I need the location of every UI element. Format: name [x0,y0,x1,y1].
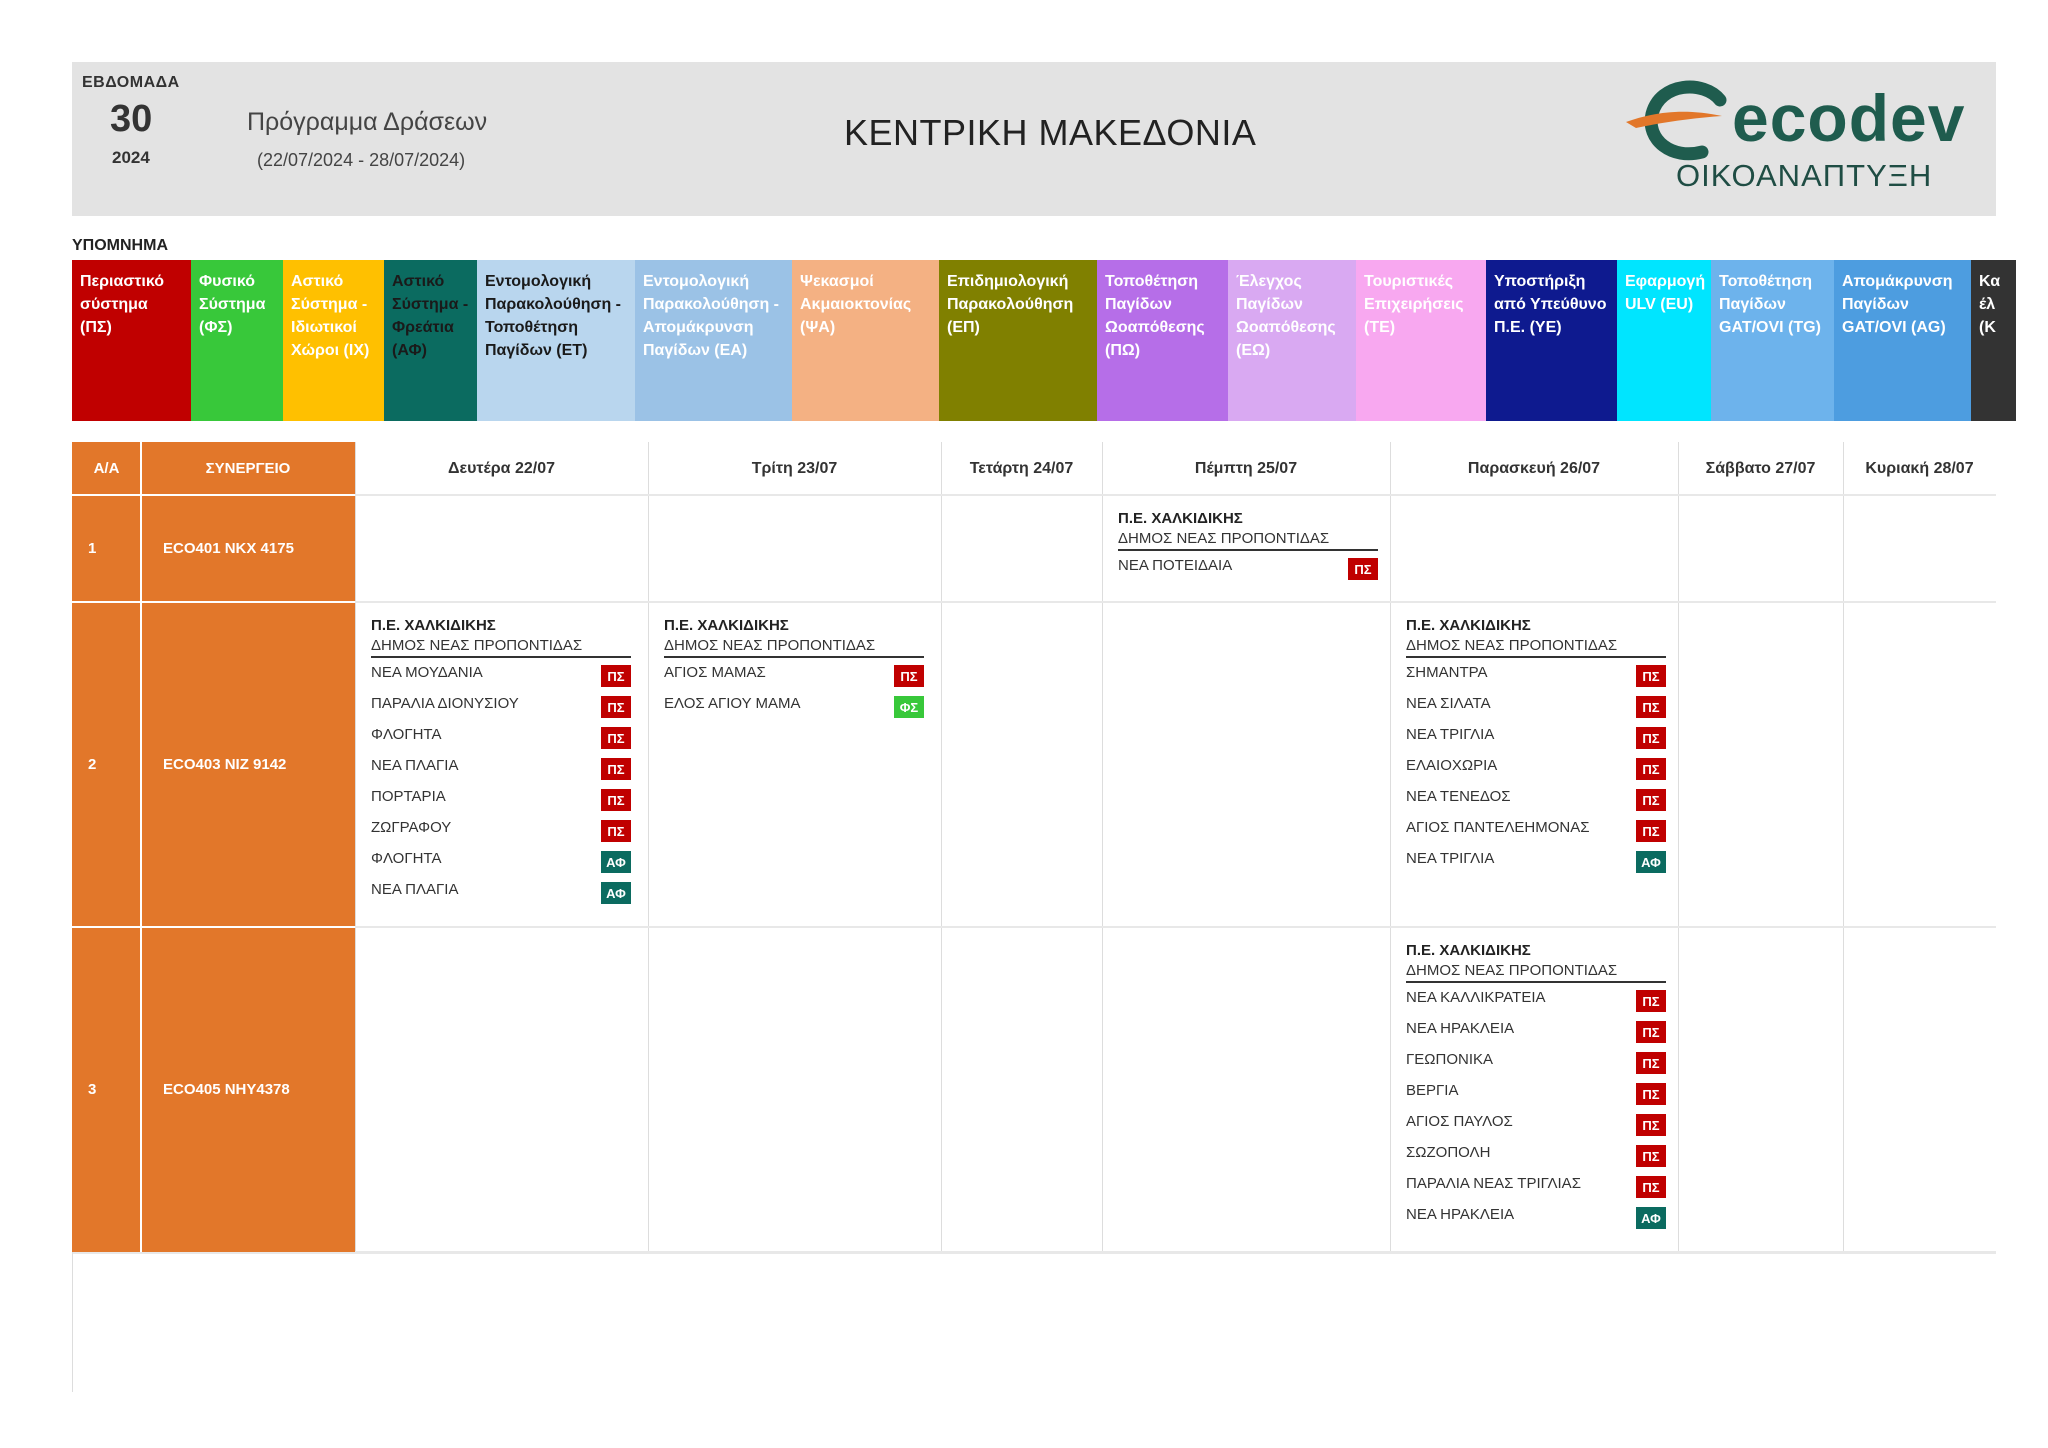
regional-unit: Π.Ε. ΧΑΛΚΙΔΙΚΗΣ [664,617,789,634]
row-number: 1 [72,495,141,602]
system-code-badge: ΠΣ [1636,1083,1666,1105]
grid-vline [1678,442,1679,1252]
system-code-badge: ΠΣ [1636,1114,1666,1136]
grid-hline [355,494,1996,496]
location-name: ΝΕΑ ΠΛΑΓΙΑ [371,881,459,898]
location-name: ΝΕΑ ΣΙΛΑΤΑ [1406,695,1491,712]
legend-item: Εντομολογική Παρακολούθηση - Τοποθέτηση Παγίδων (ΕΤ) [477,260,635,421]
location-name: ΝΕΑ ΗΡΑΚΛΕΙΑ [1406,1206,1515,1223]
system-code-badge: ΠΣ [601,789,631,811]
system-code-badge: ΠΣ [601,727,631,749]
logo-word: ecodev [1732,81,1966,155]
schedule-block [1406,616,1666,875]
schedule-block [664,616,924,720]
legend-item: Ψεκασμοί Ακμαιοκτονίας (ΨΑ) [792,260,939,421]
system-code-badge: ΠΣ [1636,820,1666,842]
location-name: ΝΕΑ ΜΟΥΔΑΝΙΑ [371,664,483,681]
column-divider [140,442,142,1252]
location-item [371,875,631,906]
week-number: 30 [110,98,153,140]
location-name: ΝΕΑ ΤΡΙΓΛΙΑ [1406,850,1495,867]
location-name: ΑΓΙΟΣ ΜΑΜΑΣ [664,664,766,681]
legend-item: Τοποθέτηση Παγίδων GAT/OVI (TG) [1711,260,1834,421]
location-item [1406,1138,1666,1169]
location-name: ΑΓΙΟΣ ΠΑΝΤΕΛΕΗΜΟΝΑΣ [1406,819,1590,836]
header-aa: Α/Α [72,442,141,495]
system-code-badge: ΠΣ [1636,1052,1666,1074]
day-header: Πέμπτη 25/07 [1194,459,1298,477]
grid-vline [355,442,356,1252]
program-dates: (22/07/2024 - 28/07/2024) [257,150,466,170]
day-header: Κυριακή 28/07 [1865,459,1974,477]
system-code-badge: ΑΦ [601,882,631,904]
system-code-badge: ΠΣ [1636,1021,1666,1043]
location-name: ΣΗΜΑΝΤΡΑ [1406,664,1488,681]
day-header: Τετάρτη 24/07 [969,459,1074,477]
location-name: ΑΓΙΟΣ ΠΑΥΛΟΣ [1406,1113,1513,1130]
legend-item: Εντομολογική Παρακολούθηση - Απομάκρυνση Παγίδων (ΕΑ) [635,260,792,421]
system-code-badge: ΠΣ [601,758,631,780]
location-name: ΝΕΑ ΠΟΤΕΙΔΑΙΑ [1118,557,1233,574]
header-team: ΣΥΝΕΡΓΕΙΟ [141,442,355,495]
regional-unit: Π.Ε. ΧΑΛΚΙΔΙΚΗΣ [1118,510,1243,527]
location-item [1118,551,1378,582]
legend [72,260,2001,421]
system-code-badge: ΠΣ [894,665,924,687]
legend-title: ΥΠΟΜΝΗΜΑ [72,237,168,254]
location-name: ΓΕΩΠΟΝΙΚΑ [1406,1051,1493,1068]
location-item [1406,1014,1666,1045]
location-item [371,813,631,844]
grid-vline [1843,442,1844,1252]
legend-item: Υποστήριξη από Υπεύθυνο Π.Ε. (ΥΕ) [1486,260,1617,421]
location-item [1406,658,1666,689]
location-name: ΝΕΑ ΚΑΛΛΙΚΡΑΤΕΙΑ [1406,989,1546,1006]
location-name: ΖΩΓΡΑΦΟΥ [371,819,452,836]
legend-item: Επιδημιολογική Παρακολούθηση (ΕΠ) [939,260,1097,421]
system-code-badge: ΠΣ [1636,758,1666,780]
municipality: ΔΗΜΟΣ ΝΕΑΣ ΠΡΟΠΟΝΤΙΔΑΣ [664,636,924,658]
system-code-badge: ΠΣ [1636,789,1666,811]
day-header: Τρίτη 23/07 [751,459,838,477]
legend-item: Αστικό Σύστημα - Ιδιωτικοί Χώροι (ΙΧ) [283,260,384,421]
regional-unit: Π.Ε. ΧΑΛΚΙΔΙΚΗΣ [371,617,496,634]
team-name: ECO405 NHY4378 [141,927,355,1252]
row-number: 2 [72,602,141,927]
legend-item: Κα έλ (Κ [1971,260,2016,421]
legend-item: Απομάκρυνση Παγίδων GAT/OVI (AG) [1834,260,1971,421]
legend-item: Περιαστικό σύστημα (ΠΣ) [72,260,191,421]
location-name: ΝΕΑ ΠΛΑΓΙΑ [371,757,459,774]
location-item [371,720,631,751]
week-label: ΕΒΔΟΜΑΔΑ [82,74,180,91]
location-name: ΠΟΡΤΑΡΙΑ [371,788,446,805]
system-code-badge: ΠΣ [1636,696,1666,718]
grid-bottom-line [72,1252,1996,1254]
system-code-badge: ΠΣ [1636,1145,1666,1167]
regional-unit: Π.Ε. ΧΑΛΚΙΔΙΚΗΣ [1406,942,1531,959]
location-name: ΕΛΑΙΟΧΩΡΙΑ [1406,757,1498,774]
location-item [664,689,924,720]
system-code-badge: ΑΦ [1636,851,1666,873]
grid-vline [1390,442,1391,1252]
location-item [1406,751,1666,782]
grid-vline [1102,442,1103,1252]
location-item [1406,1076,1666,1107]
location-name: ΝΕΑ ΗΡΑΚΛΕΙΑ [1406,1020,1515,1037]
location-name: ΦΛΟΓΗΤΑ [371,850,442,867]
location-name: ΠΑΡΑΛΙΑ ΔΙΟΝΥΣΙΟΥ [371,695,519,712]
day-header: Δευτέρα 22/07 [448,459,555,477]
grid-hline [355,926,1996,928]
location-item [1406,689,1666,720]
system-code-badge: ΠΣ [1348,558,1378,580]
location-item [371,658,631,689]
system-code-badge: ΠΣ [601,820,631,842]
location-name: ΦΛΟΓΗΤΑ [371,726,442,743]
location-item [1406,813,1666,844]
municipality: ΔΗΜΟΣ ΝΕΑΣ ΠΡΟΠΟΝΤΙΔΑΣ [1118,529,1378,551]
day-header: Παρασκευή 26/07 [1467,459,1601,477]
location-item [371,844,631,875]
location-item [1406,1200,1666,1231]
ecodev-logo [1624,74,1984,204]
row-divider [72,926,355,928]
schedule-table [72,442,1996,1392]
region-title: ΚΕΝΤΡΙΚΗ ΜΑΚΕΔΟΝΙΑ [844,112,1257,153]
program-title: Πρόγραμμα Δράσεων [247,108,488,136]
system-code-badge: ΦΣ [894,696,924,718]
location-name: ΝΕΑ ΤΕΝΕΔΟΣ [1406,788,1511,805]
municipality: ΔΗΜΟΣ ΝΕΑΣ ΠΡΟΠΟΝΤΙΔΑΣ [371,636,631,658]
logo-subtitle: ΟΙΚΟΑΝΑΠΤΥΞΗ [1676,158,1933,193]
grid-vline [941,442,942,1252]
grid-vline [648,442,649,1252]
location-item [1406,844,1666,875]
row-number: 3 [72,927,141,1252]
location-item [1406,720,1666,751]
legend-item: Αστικό Σύστημα - Φρεάτια (ΑΦ) [384,260,477,421]
page-left-border [72,1252,73,1392]
legend-item: Τουριστικές Επιχειρήσεις (ΤΕ) [1356,260,1486,421]
location-name: ΠΑΡΑΛΙΑ ΝΕΑΣ ΤΡΙΓΛΙΑΣ [1406,1175,1581,1192]
location-item [1406,1045,1666,1076]
system-code-badge: ΠΣ [601,696,631,718]
legend-item: Έλεγχος Παγίδων Ωοαπόθεσης (ΕΩ) [1228,260,1356,421]
location-item [1406,1107,1666,1138]
day-header: Σάββατο 27/07 [1705,459,1816,477]
team-name: ECO401 NKX 4175 [141,495,355,602]
location-name: ΝΕΑ ΤΡΙΓΛΙΑ [1406,726,1495,743]
legend-item: Τοποθέτηση Παγίδων Ωοαπόθεσης (ΠΩ) [1097,260,1228,421]
municipality: ΔΗΜΟΣ ΝΕΑΣ ΠΡΟΠΟΝΤΙΔΑΣ [1406,636,1666,658]
legend-item: Φυσικό Σύστημα (ΦΣ) [191,260,283,421]
regional-unit: Π.Ε. ΧΑΛΚΙΔΙΚΗΣ [1406,617,1531,634]
row-divider [72,494,355,496]
system-code-badge: ΠΣ [1636,1176,1666,1198]
system-code-badge: ΑΦ [601,851,631,873]
location-name: ΣΩΖΟΠΟΛΗ [1406,1144,1491,1161]
system-code-badge: ΠΣ [1636,665,1666,687]
system-code-badge: ΠΣ [1636,990,1666,1012]
system-code-badge: ΠΣ [1636,727,1666,749]
municipality: ΔΗΜΟΣ ΝΕΑΣ ΠΡΟΠΟΝΤΙΔΑΣ [1406,961,1666,983]
location-item [371,689,631,720]
location-item [371,751,631,782]
schedule-block [371,616,631,906]
team-name: ECO403 NIZ 9142 [141,602,355,927]
location-item [1406,782,1666,813]
logo-swoosh-icon [1624,78,1734,168]
location-item [1406,983,1666,1014]
schedule-block [1406,941,1666,1231]
location-name: ΒΕΡΓΙΑ [1406,1082,1459,1099]
grid-hline [355,601,1996,603]
location-item [664,658,924,689]
legend-item: Εφαρμογή ULV (EU) [1617,260,1711,421]
page-header [72,62,1996,216]
system-code-badge: ΠΣ [601,665,631,687]
schedule-block [1118,509,1378,582]
location-name: ΕΛΟΣ ΑΓΙΟΥ ΜΑΜΑ [664,695,801,712]
system-code-badge: ΑΦ [1636,1207,1666,1229]
location-item [1406,1169,1666,1200]
week-year: 2024 [112,148,150,167]
row-divider [72,601,355,603]
location-item [371,782,631,813]
